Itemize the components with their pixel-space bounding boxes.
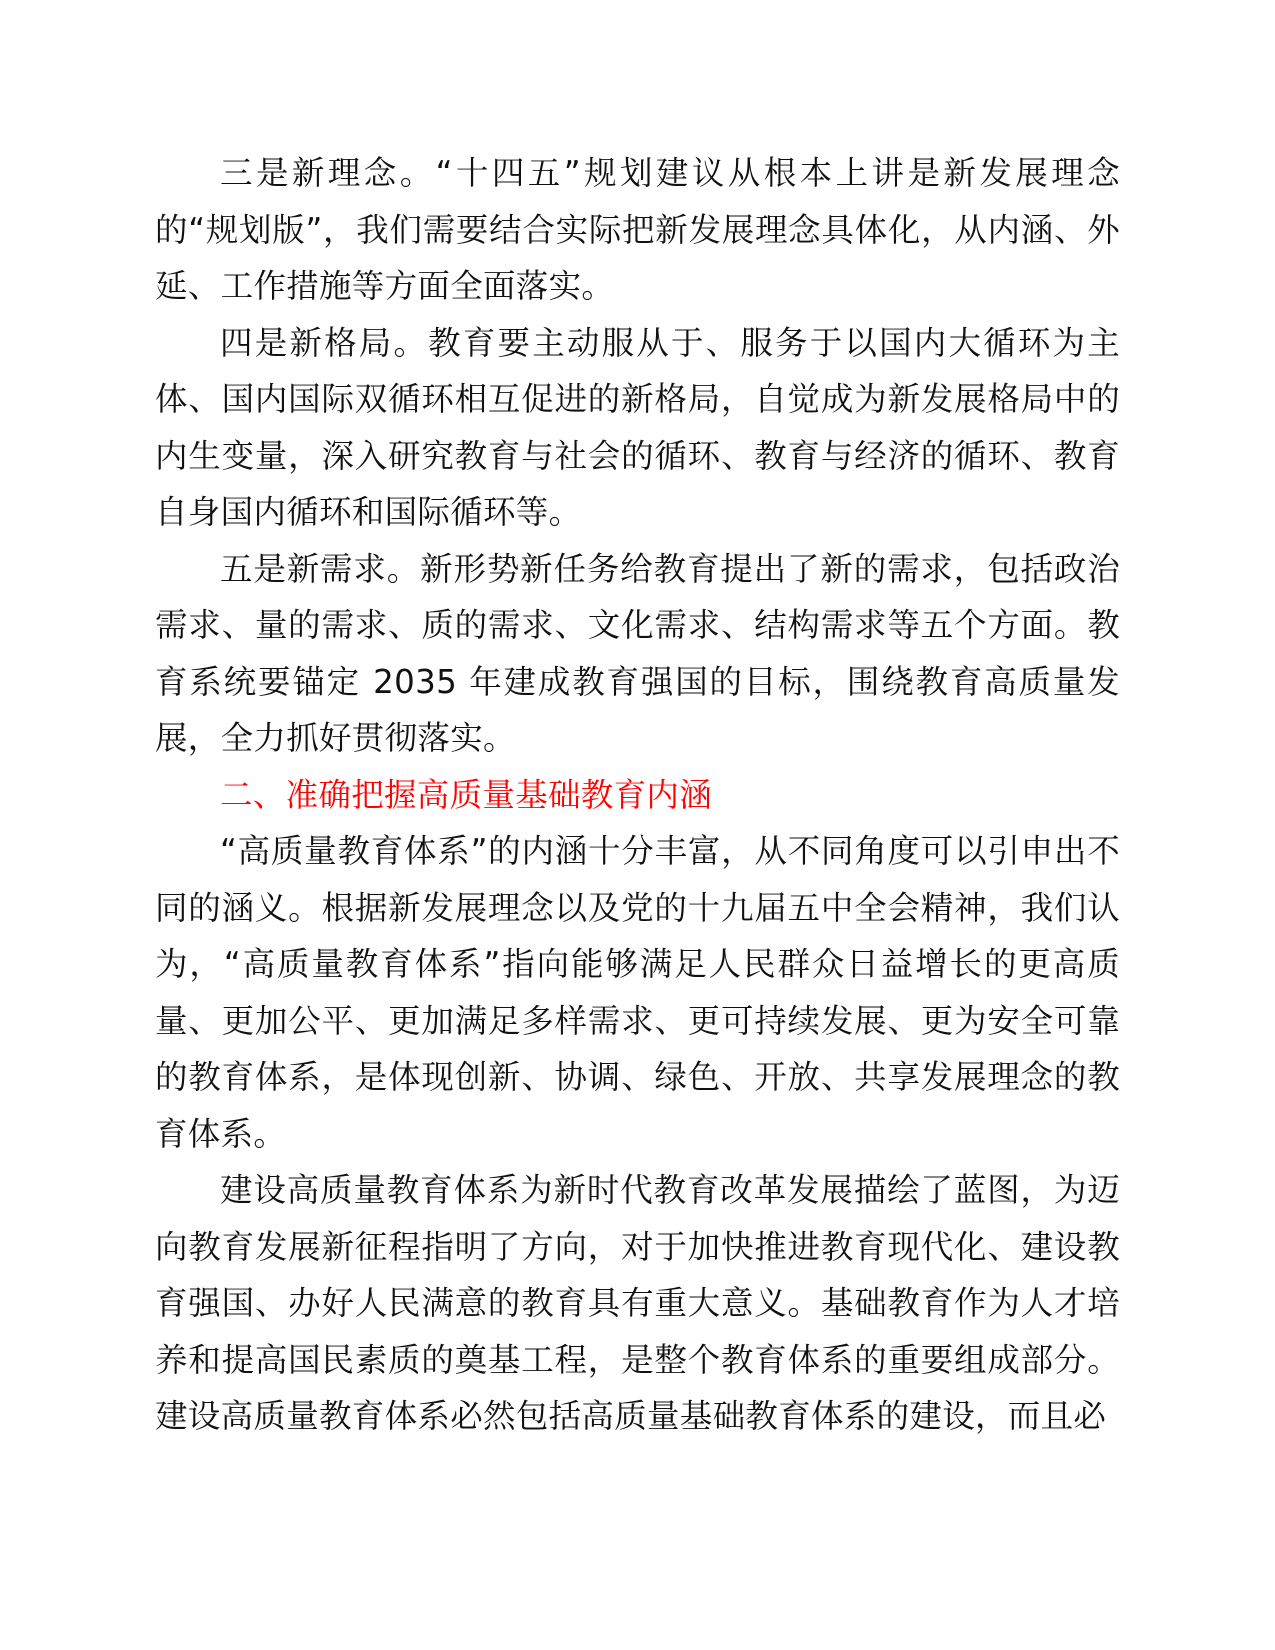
paragraph-new-concept: 三是新理念。“十四五”规划建议从根本上讲是新发展理念的“规划版”，我们需要结合实际把新发展理念具体化，从内涵、外延、工作措施等方面全面落实。 bbox=[155, 154, 1120, 305]
paragraph-new-demand: 五是新需求。新形势新任务给教育提出了新的需求，包括政治需求、量的需求、质的需求、文化需求、结构需求等五个方面。教育系统要锚定 2035 年建成教育强国的目标，围绕教育高质量发展，全力抓好贯彻落实。 bbox=[155, 549, 1120, 757]
paragraph-quality-system-significance: 建设高质量教育体系为新时代教育改革发展描绘了蓝图，为迈向教育发展新征程指明了方向，对于加快推进教育现代化、建设教育强国、办好人民满意的教育具有重大意义。基础教育作为人才培养和提高国民素质的奠基工程，是整个教育体系的重要组成部分。建设高质量教育体系必然包括高质量基础教育体系的建设，而且必 bbox=[155, 1171, 1120, 1435]
section-heading: 二、准确把握高质量基础教育内涵 bbox=[220, 775, 713, 814]
paragraph-new-pattern: 四是新格局。教育要主动服从于、服务于以国内大循环为主体、国内国际双循环相互促进的新格局，自觉成为新发展格局中的内生变量，深入研究教育与社会的循环、教育与经济的循环、教育自身国内循环和国际循环等。 bbox=[155, 323, 1120, 531]
document-page bbox=[155, 145, 1120, 1445]
paragraph-quality-system-meaning: “高质量教育体系”的内涵十分丰富，从不同角度可以引申出不同的涵义。根据新发展理念以及党的十九届五中全会精神，我们认为，“高质量教育体系”指向能够满足人民群众日益增长的更高质量、更加公平、更加满足多样需求、更可持续发展、更为安全可靠的教育体系，是体现创新、协调、绿色、开放、共享发展理念的教育体系。 bbox=[155, 832, 1120, 1153]
